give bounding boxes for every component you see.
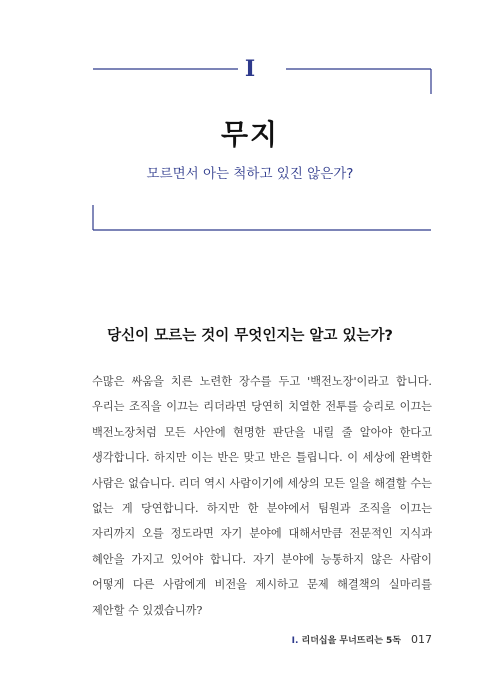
chapter-title: 무지 — [220, 118, 280, 151]
chapter-subtitle: 모르면서 아는 척하고 있진 않은가? — [146, 166, 354, 182]
section-heading: 당신이 모르는 것이 무엇인지는 알고 있는가? — [107, 328, 393, 344]
page-number: 017 — [411, 633, 432, 646]
footer-chapter-number: I. — [291, 636, 299, 646]
body-paragraph: 수많은 싸움을 치른 노련한 장수를 두고 '백전노장'이라고 합니다. 우리는 조직을 이끄는 리더라면 당연히 치열한 전투를 승리로 이끄는 백전노장처럼 모든 사안에 현명한 판단을 내릴 줄 알아야 한다고 생각합니다. 하지만 이는 반은 맞고 반은 틀립니다. 이 세상에 완벽한 사람은 없습니다. 리더 역시 사람이기에 세상의 모든 일을 해결할 수는 없는 게 당연합니다. 하지만 한 분야에서 팀원과 조직을 이끄는 자리까지 오를 정도라면 자기 분야에 대해서만큼 전문적인 지식과 혜안을 가지고 있어야 합니다. 자기 분야에 능통하지 않은 사람이 어떻게 다른 사람에게 비전을 제시하고 문제 해결책의 실마리를 제안할 수 있겠습니까? — [92, 375, 432, 617]
footer-book-title: 리더십을 무너뜨리는 5독 — [301, 636, 401, 646]
chapter-number: I — [244, 56, 256, 82]
page-footer — [292, 633, 432, 646]
footer-running-title — [292, 633, 401, 646]
